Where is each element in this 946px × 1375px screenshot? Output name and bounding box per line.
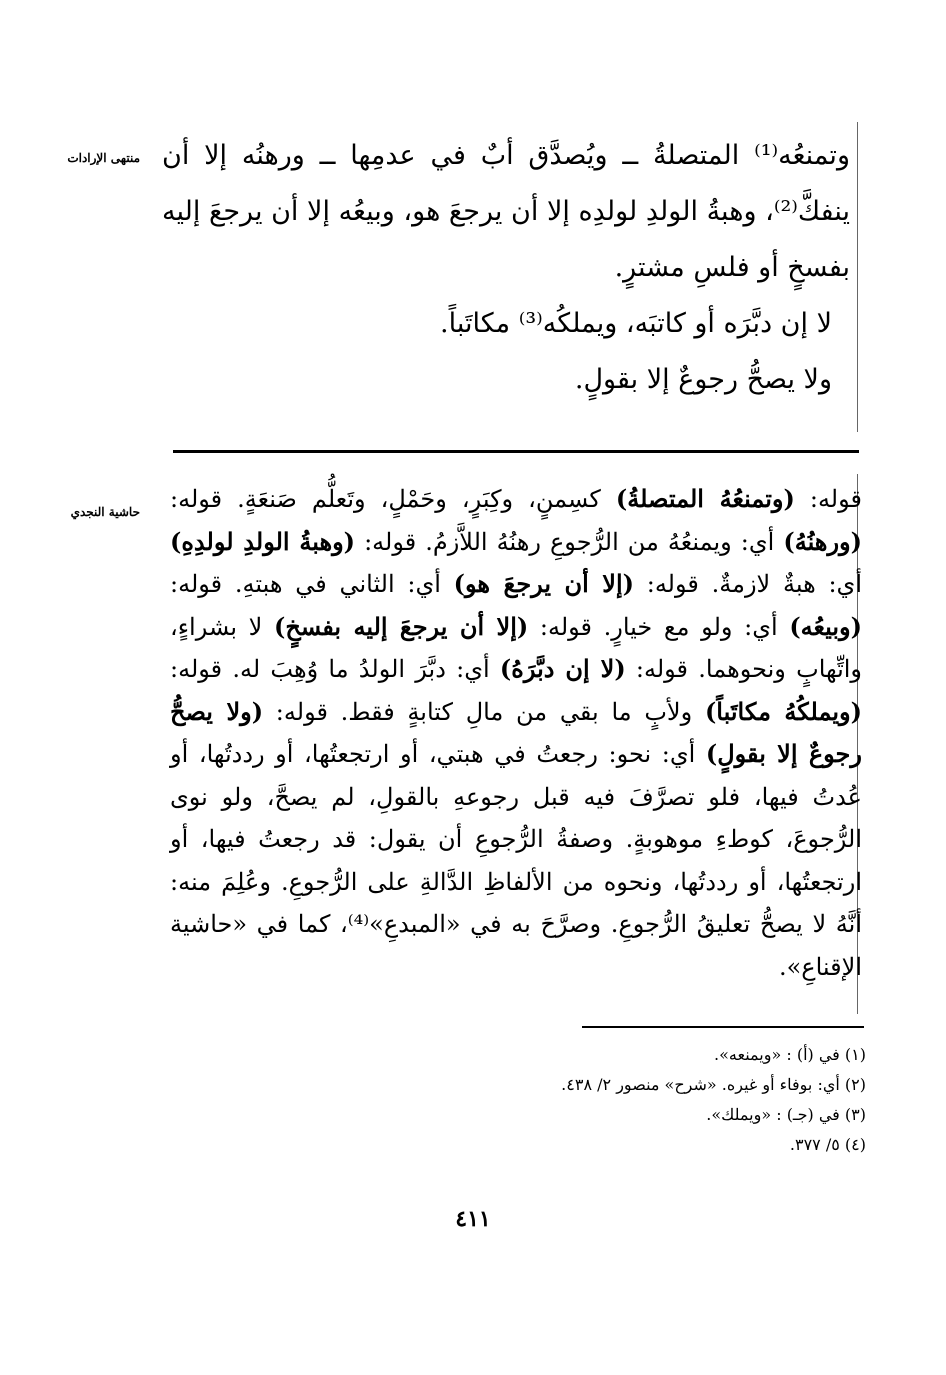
commentary-text: أي: نحو: رجعتُ في هبتي، أو ارتجعتُها، أو رددتُها، أو عُدتُ فيها، فلو تصرَّفَ فيه قبل رجوعهِ بالقولِ، لم يصحَّ، ولو نوى الرُّجوعَ، كوطءِ موهوبةٍ. وصفةُ الرُّجوعِ أن يقول: قد رجعتُ فيها، أو ارتجعتُها، أو رددتُها، ونحوه من الألفاظِ الدَّالةِ على الرُّجوعِ. وعُلِمَ منه: أنَّهُ لا يصحُّ تعليقُ الرُّجوعِ. وصرَّحَ به في «المبدعِ»⁽⁴⁾، كما في «حاشية الإقناعِ».: [170, 740, 863, 981]
page-number: ٤١١: [455, 1206, 491, 1232]
quoted-phrase: (إلا أن يرجعَ إليه بفسخٍ): [274, 611, 529, 641]
commentary-text: أي: ويمنعُهُ من الرُّجوعِ رهنُهُ اللاَّزمُ. قوله:: [355, 527, 784, 556]
quoted-phrase: (إلا أن يرجعَ هو): [453, 569, 634, 598]
quoted-phrase: (لا إن دبَّرَهُ): [499, 654, 626, 683]
commentary-text: كسِمنٍ، وكِبَرٍ، وحَمْلٍ، وتَعلُّم صَنعَةٍ. قوله:: [170, 485, 616, 513]
margin-rule-main: [857, 122, 858, 432]
footnotes: [430, 1040, 866, 1160]
commentary-text: ولأبٍ ما بقي من مالِ كتابةٍ فقط. قوله:: [263, 697, 705, 726]
side-label-main: منتهى الإرادات: [67, 151, 140, 165]
main-text-block: [162, 128, 850, 408]
commentary-block: [170, 478, 862, 988]
section-divider: [173, 450, 859, 453]
footnote-2: (٢) أي: بوفاء أو غيره. «شرح» منصور ٢/ ٤٣٨.: [561, 1075, 866, 1094]
commentary-text: أي: ولو مع خيارٍ. قوله:: [528, 612, 790, 641]
commentary-text: أي: الثاني في هبتهِ. قوله:: [170, 570, 454, 598]
quoted-phrase: (ولا يصحُّ رجوعٌ إلا بقولٍ): [170, 696, 862, 768]
commentary-text: أي: دبَّرَ الولدُ ما وُهِبَ له. قوله:: [170, 655, 500, 683]
quoted-phrase: (ويملكُهُ مكاتَباً): [704, 696, 862, 726]
footnote-1: (١) في (أ) : «ويمنعه».: [714, 1045, 866, 1064]
commentary-text: أي: هبةٌ لازمةٌ. قوله:: [634, 570, 862, 598]
footnote-divider: [582, 1026, 864, 1028]
quoted-phrase: (وبيعُه): [789, 611, 862, 641]
commentary-text: لا بشراءٍ، واتِّهابٍ ونحوهما. قوله:: [170, 612, 863, 683]
main-paragraph-2: لا إن دبَّرَه أو كاتبَه، ويملكُه⁽³⁾ مكاتَباً.: [440, 308, 832, 339]
quoted-phrase: (وتمنعُهُ المتصلةُ): [615, 484, 795, 513]
quoted-phrase: (ورهنُهُ): [783, 526, 862, 556]
footnote-4: (٤) ٥/ ٣٧٧.: [789, 1135, 866, 1154]
footnote-3: (٣) في (جـ) : «ويملك».: [706, 1105, 866, 1124]
quoted-phrase: (وهبةُ الولدِ لولدِهِ): [170, 526, 356, 556]
main-paragraph-1: وتمنعُه⁽¹⁾ المتصلةُ ــ ويُصدَّق أبٌ في عدمِها ــ ورهنُه إلا أن ينفكَّ⁽²⁾، وهبةُ الولدِ لولدِه إلا أن يرجعَ هو، وبيعُه إلا أن يرجعَ إليه بفسخٍ أو فلسِ مشترٍ.: [162, 140, 850, 283]
commentary-text: قوله:: [794, 485, 862, 513]
main-paragraph-3: ولا يصحُّ رجوعٌ إلا بقولٍ.: [574, 364, 832, 395]
side-label-hashiya: حاشية النجدي: [70, 505, 140, 519]
